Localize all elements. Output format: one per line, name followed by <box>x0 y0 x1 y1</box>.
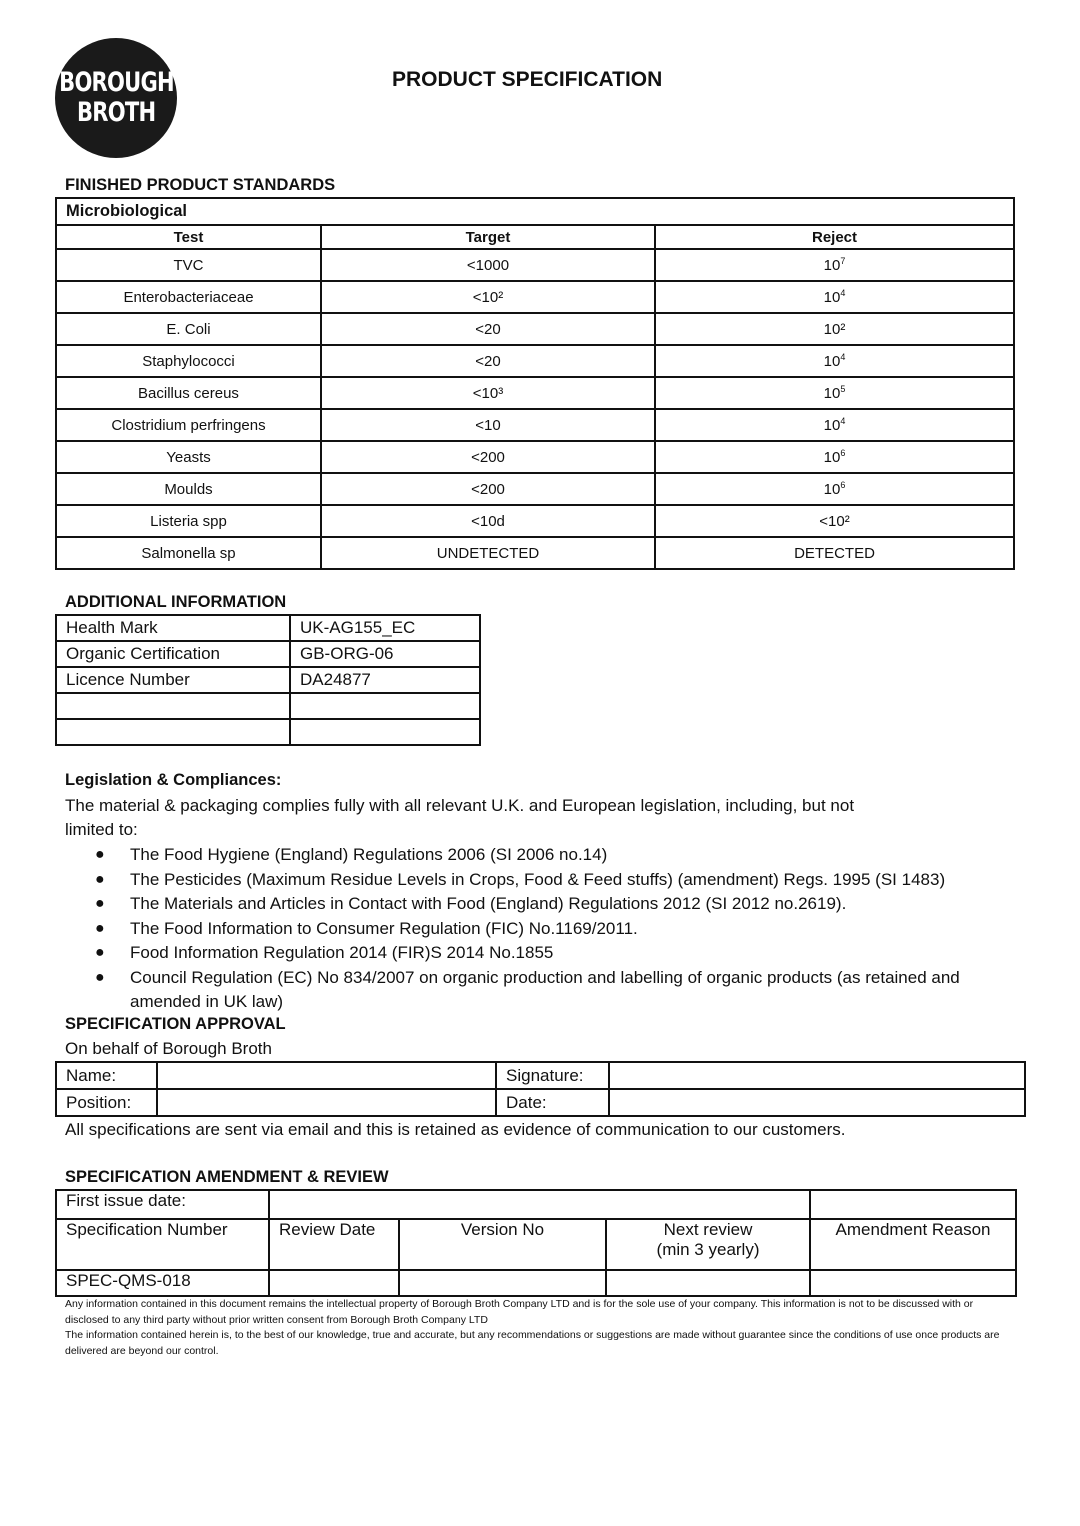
table-row <box>56 641 480 667</box>
column-header-test: Test <box>56 225 321 249</box>
info-label <box>56 693 290 719</box>
reject-base: 10 <box>823 257 841 274</box>
legislation-list <box>95 843 995 1015</box>
additional-info-heading: ADDITIONAL INFORMATION <box>65 593 287 611</box>
reject-base: 10 <box>823 481 841 498</box>
name-label: Name: <box>56 1062 157 1089</box>
target-value: <20 <box>321 313 655 345</box>
table-row <box>56 1190 1016 1219</box>
date-field[interactable] <box>609 1089 1025 1116</box>
reject-value <box>655 537 1014 569</box>
target-value: <200 <box>321 473 655 505</box>
reject-value <box>655 281 1014 313</box>
table-row <box>56 313 1014 345</box>
signature-field[interactable] <box>609 1062 1025 1089</box>
target-value: <200 <box>321 441 655 473</box>
table-row <box>56 505 1014 537</box>
info-value <box>290 719 480 745</box>
signature-label: Signature: <box>496 1062 609 1089</box>
footer-line-2: The information contained herein is, to the best of our knowledge, true and accurate, but any recommendations or suggestions are made without guarantee since the conditions of use once products are delivered are beyond our control. <box>65 1329 1000 1357</box>
reject-value <box>655 345 1014 377</box>
column-header-spec-number: Specification Number <box>56 1219 269 1270</box>
reject-value <box>655 473 1014 505</box>
test-name: TVC <box>56 249 321 281</box>
list-item <box>95 917 995 942</box>
review-date-field[interactable] <box>269 1270 399 1296</box>
first-issue-extra-field[interactable] <box>810 1190 1016 1219</box>
table-row <box>56 537 1014 569</box>
table-row <box>56 473 1014 505</box>
footer-line-1: Any information contained in this document remains the intellectual property of Borough Broth Company LTD and is for the sole use of your company. This information is not to be discussed with or disclosed to any third party without prior written consent from Borough Broth Company LTD <box>65 1298 974 1326</box>
column-header-reject: Reject <box>655 225 1014 249</box>
reject-base: 10 <box>823 289 841 306</box>
info-label <box>56 719 290 745</box>
reject-exponent: 4 <box>840 352 846 362</box>
target-value: <10 <box>321 409 655 441</box>
finished-standards-heading: FINISHED PRODUCT STANDARDS <box>65 176 336 194</box>
reject-exponent: 4 <box>840 288 846 298</box>
table-row <box>56 409 1014 441</box>
legislation-item: Food Information Regulation 2014 (FIR)S 2014 No.1855 <box>130 943 554 962</box>
target-value: <1000 <box>321 249 655 281</box>
column-header-target: Target <box>321 225 655 249</box>
table-row <box>56 1270 1016 1296</box>
bullet-icon: ● <box>95 846 105 863</box>
legislation-heading: Legislation & Compliances: <box>65 771 282 789</box>
info-label: Licence Number <box>56 667 290 693</box>
reject-exponent: 5 <box>840 384 846 394</box>
reject-base: 10 <box>823 417 841 434</box>
amendment-heading: SPECIFICATION AMENDMENT & REVIEW <box>65 1168 389 1186</box>
list-item <box>95 843 995 868</box>
target-value: <20 <box>321 345 655 377</box>
reject-base: 10 <box>823 385 841 402</box>
reject-base: <10² <box>819 513 850 530</box>
list-item <box>95 966 995 1015</box>
legislation-intro-line-2: limited to: <box>65 820 138 839</box>
list-item <box>95 941 995 966</box>
bullet-icon: ● <box>95 895 105 912</box>
bullet-icon: ● <box>95 919 105 937</box>
reject-exponent: 6 <box>840 448 846 458</box>
bullet-icon: ● <box>95 944 105 961</box>
reject-value <box>655 441 1014 473</box>
approval-note: All specifications are sent via email and this is retained as evidence of communication to our customers. <box>65 1120 846 1139</box>
reject-base: 10 <box>823 449 841 466</box>
next-review-field[interactable] <box>606 1270 810 1296</box>
reject-exponent: 7 <box>840 256 846 266</box>
logo-line-2: BROTH <box>76 97 156 128</box>
additional-info-table <box>55 614 481 746</box>
reject-value <box>655 249 1014 281</box>
test-name: E. Coli <box>56 313 321 345</box>
column-header-version: Version No <box>399 1219 606 1270</box>
table-row <box>56 693 480 719</box>
test-name: Enterobacteriaceae <box>56 281 321 313</box>
target-value: <10³ <box>321 377 655 409</box>
microbiological-table <box>55 197 1015 570</box>
version-field[interactable] <box>399 1270 606 1296</box>
bullet-icon: ● <box>95 870 105 888</box>
test-name: Salmonella sp <box>56 537 321 569</box>
reject-exponent: 6 <box>840 480 846 490</box>
legislation-item: The Materials and Articles in Contact with Food (England) Regulations 2012 (SI 2012 no.2619). <box>130 894 847 913</box>
table-row <box>56 1219 1016 1270</box>
info-value: DA24877 <box>290 667 480 693</box>
table-row <box>56 615 480 641</box>
amendment-reason-field[interactable] <box>810 1270 1016 1296</box>
test-name: Clostridium perfringens <box>56 409 321 441</box>
info-label: Organic Certification <box>56 641 290 667</box>
info-value: UK-AG155_EC <box>290 615 480 641</box>
reject-value <box>655 505 1014 537</box>
first-issue-label: First issue date: <box>56 1190 269 1219</box>
legislation-item: The Pesticides (Maximum Residue Levels in Crops, Food & Feed stuffs) (amendment) Regs. 1995 (SI 1483) <box>130 869 946 889</box>
table-row <box>56 1062 1025 1089</box>
brand-logo <box>55 38 177 158</box>
target-value: <10² <box>321 281 655 313</box>
test-name: Staphylococci <box>56 345 321 377</box>
approval-subtitle: On behalf of Borough Broth <box>65 1039 272 1058</box>
position-label: Position: <box>56 1089 157 1116</box>
spec-number-value: SPEC-QMS-018 <box>56 1270 269 1296</box>
reject-value <box>655 409 1014 441</box>
table-row <box>56 281 1014 313</box>
table-row <box>56 441 1014 473</box>
target-value: <10d <box>321 505 655 537</box>
list-item <box>95 868 995 893</box>
bullet-icon: ● <box>95 968 105 986</box>
column-header-amendment-reason: Amendment Reason <box>810 1219 1016 1270</box>
reject-value <box>655 377 1014 409</box>
reject-base: 10² <box>823 321 846 338</box>
target-value: UNDETECTED <box>321 537 655 569</box>
name-field[interactable] <box>157 1062 496 1089</box>
legislation-item: Council Regulation (EC) No 834/2007 on organic production and labelling of organic products (as retained and amended in UK law) <box>130 967 960 1011</box>
approval-heading: SPECIFICATION APPROVAL <box>65 1015 286 1033</box>
footer-disclaimer <box>65 1297 1015 1359</box>
reject-base: 10 <box>823 353 841 370</box>
test-name: Bacillus cereus <box>56 377 321 409</box>
page-title: PRODUCT SPECIFICATION <box>392 68 663 91</box>
next-review-line-2: (min 3 yearly) <box>656 1240 760 1259</box>
legislation-intro-line-1: The material & packaging complies fully with all relevant U.K. and European legislation, including, but not <box>65 796 855 815</box>
next-review-line-1: Next review <box>663 1220 753 1239</box>
microbiological-group-label: Microbiological <box>56 198 1014 225</box>
reject-value <box>655 313 1014 345</box>
table-row <box>56 1089 1025 1116</box>
test-name: Yeasts <box>56 441 321 473</box>
list-item <box>95 892 995 917</box>
table-row <box>56 377 1014 409</box>
test-name: Listeria spp <box>56 505 321 537</box>
amendment-table <box>55 1189 1017 1297</box>
info-value: GB-ORG-06 <box>290 641 480 667</box>
approval-table <box>55 1061 1026 1117</box>
table-row <box>56 719 480 745</box>
reject-exponent: 4 <box>840 416 846 426</box>
table-row <box>56 345 1014 377</box>
column-header-review-date: Review Date <box>269 1219 399 1270</box>
first-issue-field[interactable] <box>269 1190 810 1219</box>
table-row <box>56 667 480 693</box>
info-value <box>290 693 480 719</box>
test-name: Moulds <box>56 473 321 505</box>
legislation-item: The Food Information to Consumer Regulation (FIC) No.1169/2011. <box>130 918 638 938</box>
logo-line-1: BOROUGH <box>58 67 174 98</box>
legislation-item: The Food Hygiene (England) Regulations 2006 (SI 2006 no.14) <box>130 845 608 864</box>
reject-base: DETECTED <box>794 545 875 562</box>
column-header-next-review <box>606 1219 810 1270</box>
position-field[interactable] <box>157 1089 496 1116</box>
table-row <box>56 249 1014 281</box>
date-label: Date: <box>496 1089 609 1116</box>
info-label: Health Mark <box>56 615 290 641</box>
